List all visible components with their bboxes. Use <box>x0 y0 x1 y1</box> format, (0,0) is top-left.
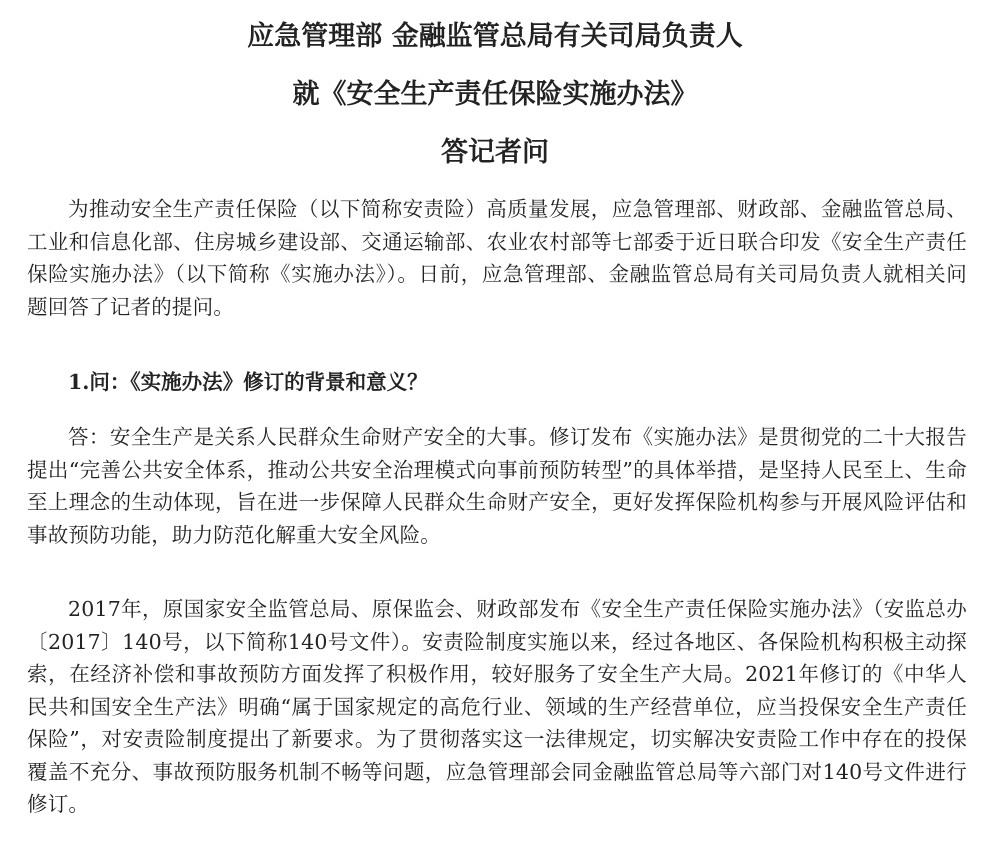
article-title-line-1: 应急管理部 金融监管总局有关司局负责人 <box>247 21 743 52</box>
article-title-line-2: 就《安全生产责任保险实施办法》 <box>292 79 698 110</box>
answer-1-paragraph-1: 答：安全生产是关系人民群众生命财产安全的大事。修订发布《实施办法》是贯彻党的二十大报告提出“完善公共安全体系，推动公共安全治理模式向事前预防转型”的具体举措，是坚持人民至上、生命至上理念的生动体现，旨在进一步保障人民群众生命财产安全，更好发挥保险机构参与开展风险评估和事故预防功能，助力防范化解重大安全风险。 <box>27 425 967 547</box>
article-title-line-3: 答记者问 <box>441 137 549 168</box>
intro-paragraph: 为推动安全生产责任保险（以下简称安责险）高质量发展，应急管理部、财政部、金融监管总局、工业和信息化部、住房城乡建设部、交通运输部、农业农村部等七部委于近日联合印发《安全生产责任保险实施办法》（以下简称《实施办法》）。日前，应急管理部、金融监管总局有关司局负责人就相关问题回答了记者的提问。 <box>27 197 967 319</box>
answer-1-paragraph-2: 2017年，原国家安全监管总局、原保监会、财政部发布《安全生产责任保险实施办法》（安监总办〔2017〕140号，以下简称140号文件）。安责险制度实施以来，经过各地区、各保险机构积极主动探索，在经济补偿和事故预防方面发挥了积极作用，较好服务了安全生产大局。2021年修订的《中华人民共和国安全生产法》明确“属于国家规定的高危行业、领域的生产经营单位，应当投保安全生产责任保险”，对安责险制度提出了新要求。为了贯彻落实这一法律规定，切实解决安责险工作中存在的投保覆盖不充分、事故预防服务机制不畅等问题，应急管理部会同金融监管总局等六部门对140号文件进行修订。 <box>27 597 967 816</box>
question-1-heading: 1.问：《实施办法》修订的背景和意义？ <box>68 370 428 394</box>
